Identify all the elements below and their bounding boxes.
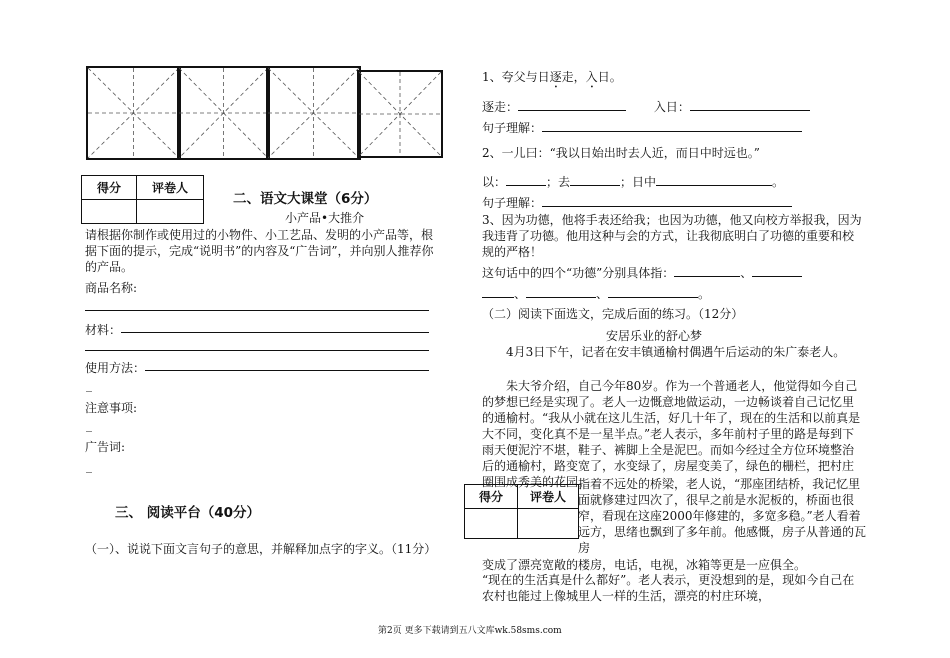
score-cell[interactable] [465, 509, 518, 539]
q1-zhu-row: 逐走： 入日： [482, 98, 810, 115]
grader-cell[interactable] [137, 200, 204, 224]
grader-cell[interactable] [518, 509, 579, 539]
q1-sentence-blank[interactable] [542, 119, 802, 132]
q3-blank-2[interactable] [752, 264, 802, 277]
q1-zhu-blank[interactable] [518, 98, 626, 111]
dash-2: _ [86, 418, 92, 432]
q3-line2: 、 、 。 [482, 285, 710, 302]
q2-qu-blank[interactable] [570, 173, 620, 186]
grader-label: 评卷人 [137, 176, 204, 200]
q1-line: 1、夸父与日逐走，入日。 [482, 70, 622, 84]
notes-label: 注意事项: [85, 401, 138, 415]
q3-blank-3[interactable] [482, 285, 514, 298]
score-box-left [81, 175, 204, 224]
usage-line[interactable] [145, 370, 429, 371]
writing-grid-cell[interactable] [266, 66, 361, 160]
ad-label: 广告词: [85, 440, 126, 454]
material-line-2[interactable] [85, 350, 429, 351]
para-1: 4月3日下午，记者在安丰镇通榆村偶遇午后运动的朱广泰老人。 [506, 345, 846, 359]
page-footer: 第2页 更多下载请到五八文库wk.58sms.com [378, 626, 562, 636]
writing-grid-cell[interactable] [86, 66, 181, 160]
score-cell[interactable] [82, 200, 137, 224]
q2-sentence-row: 句子理解： [482, 194, 792, 211]
product-name-label: 商品名称: [85, 281, 138, 295]
para-4: “现在的生活真是什么都好”。老人表示，更没想到的是，现如今自己在农村也能过上像城里人一样的生活，漂亮的村庄环境， [482, 573, 855, 603]
article-title: 安居乐业的舒心梦 [606, 329, 703, 343]
grader-label: 评卷人 [518, 485, 579, 509]
para-3b: 变成了漂亮宽敞的楼房，电话，电视，冰箱等更是一应俱全。 [482, 558, 807, 572]
part2-heading: （二）阅读下面选文，完成后面的练习。（12分） [482, 307, 744, 321]
section2-subtitle: 小产品•大推介 [285, 211, 365, 225]
q2-yi-blank[interactable] [506, 173, 546, 186]
section2-heading: 二、语文大课堂（6分） [233, 191, 378, 207]
dash-3: _ [86, 459, 92, 473]
q2-blanks-row: 以： ；去 ；日中 。 [482, 175, 785, 189]
section3-heading: 三、 阅读平台（40分） [115, 505, 260, 521]
score-box-right [464, 484, 579, 539]
writing-grid-cell[interactable] [177, 66, 270, 160]
q2-rizhong-blank[interactable] [656, 173, 772, 186]
section2-instructions: 请根据你制作或使用过的小物件、小工艺品、发明的小产品等，根据下面的提示，完成“说明书”的内容及“广告词”，并向别人推荐你的产品。 [85, 228, 434, 274]
q3-blank-1[interactable] [674, 264, 740, 277]
product-name-line[interactable] [85, 310, 429, 311]
usage-label: 使用方法： [85, 361, 146, 375]
para-2: 朱大爷介绍，自己今年80岁。作为一个普通老人，他觉得如今自己的梦想已经是实现了。老人一边慨意地做运动，一边畅谈着自己记忆里的通榆村。“我从小就在这儿生活，好几十年了，现在的生活和以前真是大不同，变化真不是一星半点。”老人表示，多年前村子里的路是每到下雨天便泥泞不堪，鞋子、裤脚上全是泥巴。而如今经过全方位环境整治后的通榆村，路变宽了，水变绿了，房屋变美了，绿色的栅栏，把村庄圈围成秀美的花园。 [482, 379, 861, 489]
para-3a: 指着不远处的桥梁，老人说，“那座团结桥，我记忆里面就修建过四次了，很早之前是水泥板的，桥面也很窄，看现在这座2000年修建的，多宽多稳。”老人看着远方，思绪也飘到了多年前。他感慨，房子从普通的瓦房 [578, 477, 867, 555]
material-label: 材料： [85, 323, 122, 337]
q3-blank-5[interactable] [608, 285, 698, 298]
score-label: 得分 [465, 485, 518, 509]
q3-text: 3、因为功德，他将手表还给我；也因为功德，他又向校方举报我，因为我违背了功德。他用这种与会的方式，让我彻底明白了功德的重要和校规的严格！ [482, 213, 862, 259]
q3-blank-4[interactable] [526, 285, 596, 298]
q3-line1: 这句话中的四个“功德”分别具体指： 、 [482, 264, 802, 281]
q2-line: 2、一儿曰：“我以日始出时去人近，而日中时远也。” [482, 146, 760, 160]
q2-sentence-blank[interactable] [542, 194, 792, 207]
q1-ru-blank[interactable] [690, 98, 810, 111]
section3-part1: （一）、说说下面文言句子的意思，并解释加点字的字义。（11分） [85, 542, 437, 556]
material-line[interactable] [121, 332, 429, 333]
writing-grid-cell[interactable] [357, 70, 443, 158]
dash-1: _ [86, 378, 92, 392]
q1-sentence-row: 句子理解： [482, 119, 802, 136]
score-label: 得分 [82, 176, 137, 200]
